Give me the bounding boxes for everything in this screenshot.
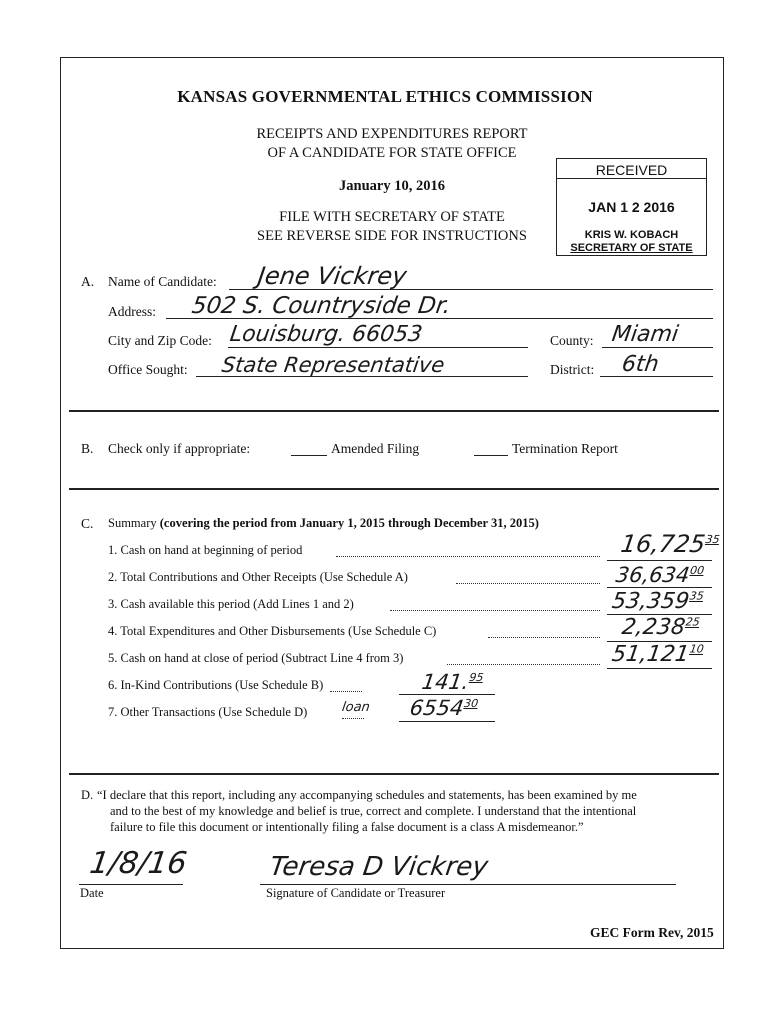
divider-a-b bbox=[69, 410, 719, 412]
leader-line-4 bbox=[488, 637, 600, 638]
summary-line-2: 2. Total Contributions and Other Receipts (Use Schedule A) bbox=[108, 570, 408, 584]
divider-c-d bbox=[69, 773, 719, 775]
date-line bbox=[79, 884, 183, 885]
amount-3: 53,359$^{35}$ bbox=[610, 589, 705, 614]
signature-label: Signature of Candidate or Treasurer bbox=[266, 886, 446, 900]
candidate-name-value: Jene Vickrey bbox=[256, 262, 409, 290]
candidate-name-label: Name of Candidate: bbox=[108, 274, 217, 289]
amount-line-6 bbox=[399, 694, 495, 695]
leader-line-1 bbox=[336, 556, 600, 557]
summary-line-3: 3. Cash available this period (Add Lines 1 and 2) bbox=[108, 597, 354, 611]
leader-line-6 bbox=[330, 691, 362, 692]
signature-value: Teresa D Vickrey bbox=[267, 852, 490, 882]
inkind-amount: 141.95 bbox=[420, 670, 485, 694]
amended-filing-label: Amended Filing bbox=[331, 441, 420, 456]
check-label: Check only if appropriate: bbox=[108, 441, 251, 456]
amount-4: 2,238$^{25}$ bbox=[620, 615, 701, 640]
summary-heading-plain: Summary bbox=[108, 516, 160, 530]
amount-line-5 bbox=[607, 668, 712, 669]
leader-line-7 bbox=[342, 718, 364, 719]
instructions-text: SEE REVERSE SIDE FOR INSTRUCTIONS bbox=[257, 228, 527, 244]
declaration-line-2: and to the best of my knowledge and belief is true, correct and complete. I understand that the intentional bbox=[110, 804, 637, 818]
county-value: Miami bbox=[610, 322, 680, 347]
address-value: 502 S. Countryside Dr. bbox=[190, 293, 453, 319]
form-title: KANSAS GOVERNMENTAL ETHICS COMMISSION bbox=[177, 87, 593, 106]
city-zip-label: City and Zip Code: bbox=[108, 333, 212, 348]
declaration-line-3: failure to file this document or intentionally filing a false document is a class A misdemeanor.” bbox=[110, 820, 584, 834]
summary-line-5: 5. Cash on hand at close of period (Subtract Line 4 from 3) bbox=[108, 651, 404, 665]
other-note: loan bbox=[340, 700, 371, 715]
stamp-divider bbox=[557, 178, 706, 179]
summary-heading bbox=[108, 516, 539, 531]
city-zip-value: Louisburg. 66053 bbox=[228, 322, 424, 347]
report-date: January 10, 2016 bbox=[339, 178, 445, 194]
summary-line-4: 4. Total Expenditures and Other Disbursements (Use Schedule C) bbox=[108, 624, 437, 638]
city-zip-line bbox=[228, 347, 528, 348]
leader-line-5 bbox=[447, 664, 600, 665]
section-b-letter: B. bbox=[81, 441, 94, 456]
received-stamp bbox=[556, 158, 707, 256]
signature-line bbox=[260, 884, 676, 885]
file-with-text: FILE WITH SECRETARY OF STATE bbox=[279, 209, 505, 225]
office-sought-value: State Representative bbox=[220, 353, 447, 377]
stamp-received: RECEIVED bbox=[595, 162, 668, 178]
amount-line-2 bbox=[607, 587, 712, 588]
district-label: District: bbox=[550, 362, 595, 377]
termination-checkbox-line[interactable] bbox=[474, 455, 508, 456]
summary-line-1: 1. Cash on hand at beginning of period bbox=[108, 543, 303, 557]
termination-report-label: Termination Report bbox=[512, 441, 618, 456]
amount-1: 16,725$^{35}$ bbox=[619, 530, 721, 558]
summary-line-6: 6. In-Kind Contributions (Use Schedule B) bbox=[108, 678, 324, 692]
office-sought-label: Office Sought: bbox=[108, 362, 188, 377]
report-title-line1: RECEIPTS AND EXPENDITURES REPORT bbox=[256, 126, 528, 142]
stamp-date: JAN 1 2 2016 bbox=[588, 199, 675, 215]
signed-date-value: 1/8/16 bbox=[87, 846, 190, 881]
district-value: 6th bbox=[620, 352, 661, 377]
summary-line-7: 7. Other Transactions (Use Schedule D) bbox=[108, 705, 308, 719]
amended-checkbox-line[interactable] bbox=[291, 455, 327, 456]
leader-line-2 bbox=[456, 583, 600, 584]
amount-2: 36,634$^{00}$ bbox=[614, 563, 706, 587]
county-line bbox=[602, 347, 713, 348]
stamp-office: SECRETARY OF STATE bbox=[570, 242, 693, 254]
divider-b-c bbox=[69, 488, 719, 490]
declaration-line-1: “I declare that this report, including any accompanying schedules and statements, has been examined by me bbox=[97, 788, 637, 802]
summary-heading-period: (covering the period from January 1, 2015 through December 31, 2015) bbox=[159, 516, 539, 530]
stamp-name: KRIS W. KOBACH bbox=[584, 229, 679, 241]
form-revision: GEC Form Rev, 2015 bbox=[590, 925, 714, 940]
other-amount: 6554$^{30}$ bbox=[408, 696, 479, 720]
address-label: Address: bbox=[108, 304, 156, 319]
section-d-letter: D. bbox=[81, 788, 94, 802]
leader-line-3 bbox=[390, 610, 600, 611]
section-c-letter: C. bbox=[81, 516, 94, 531]
county-label: County: bbox=[550, 333, 594, 348]
amount-line-1 bbox=[607, 560, 712, 561]
amount-line-7 bbox=[399, 721, 495, 722]
section-a-letter: A. bbox=[81, 274, 95, 289]
report-title-line2: OF A CANDIDATE FOR STATE OFFICE bbox=[267, 145, 517, 161]
date-label: Date bbox=[80, 886, 104, 900]
amount-5: 51,121$^{10}$ bbox=[610, 642, 705, 667]
